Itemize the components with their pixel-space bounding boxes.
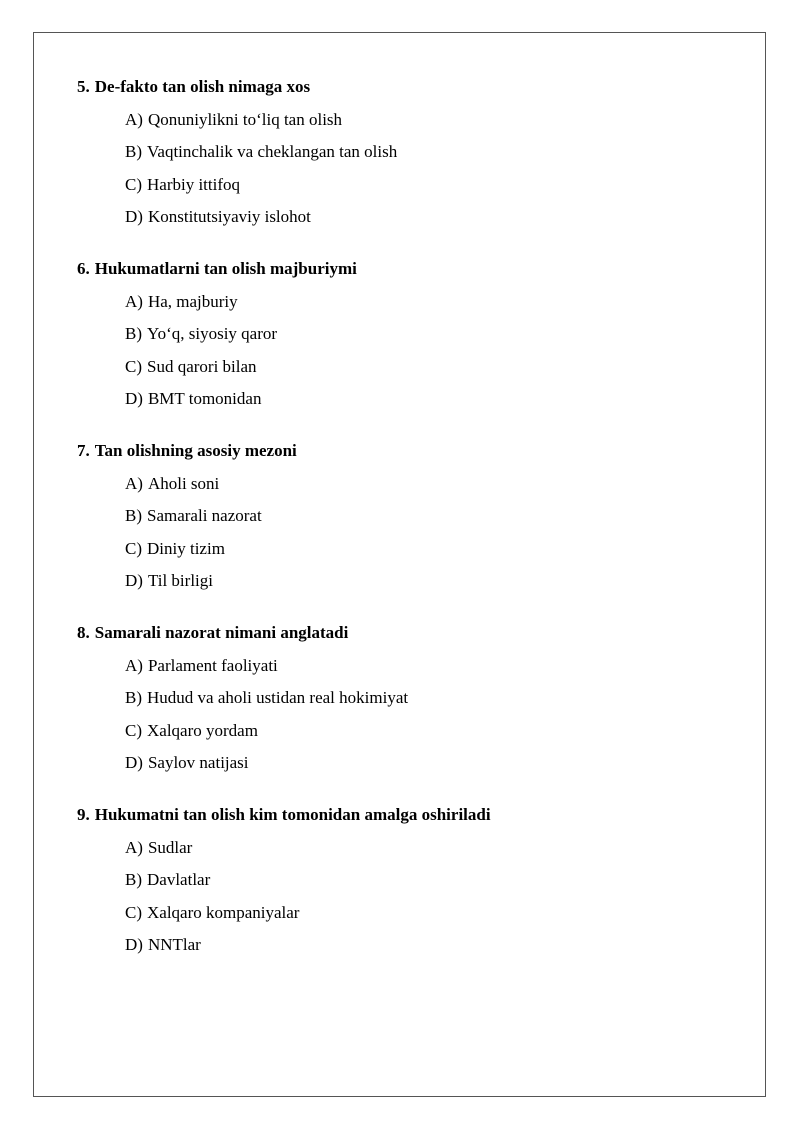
answer-option <box>125 720 737 742</box>
question-title <box>77 76 737 98</box>
option-letter: D) <box>125 389 143 408</box>
answer-option <box>125 570 737 592</box>
answer-option <box>125 109 737 131</box>
question-block <box>77 258 737 410</box>
question-number: 8. <box>77 623 90 642</box>
option-letter: B) <box>125 870 142 889</box>
option-letter: B) <box>125 142 142 161</box>
option-text: Xalqaro yordam <box>147 720 258 740</box>
question-title <box>77 622 737 644</box>
option-text: Yo‘q, siyosiy qaror <box>147 324 278 343</box>
option-text: NNTlar <box>147 935 201 954</box>
question-text: De-fakto tan olish nimaga xos <box>94 77 311 96</box>
option-letter: D) <box>125 753 143 772</box>
option-letter: B) <box>125 324 142 343</box>
option-letter: D) <box>125 935 143 954</box>
option-text: Samarali nazorat <box>147 506 262 525</box>
option-text: Davlatlar <box>147 870 211 889</box>
option-text: Qonuniylikni to‘liq tan olish <box>147 109 343 129</box>
question-text: Hukumatni tan olish kim tomonidan amalga oshiriladi <box>94 805 491 824</box>
option-letter: B) <box>125 688 142 707</box>
option-letter: B) <box>125 506 142 525</box>
option-text: BMT tomonidan <box>147 389 262 408</box>
answer-option <box>125 174 737 196</box>
answer-option <box>125 538 737 560</box>
answer-options <box>77 655 737 775</box>
question-number: 5. <box>77 77 90 96</box>
answer-option <box>125 505 737 527</box>
answer-option <box>125 291 737 313</box>
answer-option <box>125 323 737 345</box>
option-letter: C) <box>125 720 142 740</box>
question-title <box>77 258 737 280</box>
question-number: 7. <box>77 441 90 460</box>
option-text: Sud qarori bilan <box>147 356 257 376</box>
option-letter: A) <box>125 109 143 129</box>
answer-option <box>125 687 737 709</box>
question-number: 9. <box>77 805 90 824</box>
option-text: Xalqaro kompaniyalar <box>147 902 300 922</box>
question-block <box>77 76 737 228</box>
option-letter: D) <box>125 207 143 226</box>
option-letter: C) <box>125 174 142 194</box>
answer-option <box>125 388 737 410</box>
answer-option <box>125 356 737 378</box>
answer-options <box>77 837 737 957</box>
answer-option <box>125 655 737 677</box>
answer-option <box>125 934 737 956</box>
question-block <box>77 804 737 956</box>
answer-option <box>125 869 737 891</box>
option-text: Vaqtinchalik va cheklangan tan olish <box>147 142 398 161</box>
option-letter: C) <box>125 356 142 376</box>
option-text: Harbiy ittifoq <box>147 174 241 194</box>
question-block <box>77 440 737 592</box>
question-block <box>77 622 737 774</box>
question-number: 6. <box>77 259 90 278</box>
answer-option <box>125 902 737 924</box>
question-title <box>77 440 737 462</box>
option-letter: A) <box>125 837 143 857</box>
option-text: Konstitutsiyaviy islohot <box>147 207 311 226</box>
answer-options <box>77 291 737 411</box>
question-text: Samarali nazorat nimani anglatadi <box>94 623 349 642</box>
option-letter: A) <box>125 473 143 493</box>
answer-option <box>125 206 737 228</box>
question-title <box>77 804 737 826</box>
answer-option <box>125 837 737 859</box>
question-text: Tan olishning asosiy mezoni <box>94 441 297 460</box>
option-text: Aholi soni <box>147 473 220 493</box>
option-text: Ha, majburiy <box>147 291 238 311</box>
option-letter: A) <box>125 291 143 311</box>
answer-option <box>125 141 737 163</box>
answer-option <box>125 473 737 495</box>
answer-options <box>77 109 737 229</box>
option-text: Sudlar <box>147 837 193 857</box>
answer-option <box>125 752 737 774</box>
option-letter: A) <box>125 655 143 675</box>
quiz-content <box>77 76 737 986</box>
option-text: Saylov natijasi <box>147 753 249 772</box>
option-letter: C) <box>125 902 142 922</box>
option-text: Til birligi <box>147 571 213 590</box>
option-letter: C) <box>125 538 142 558</box>
option-text: Diniy tizim <box>147 538 225 558</box>
answer-options <box>77 473 737 593</box>
option-text: Hudud va aholi ustidan real hokimiyat <box>147 688 409 707</box>
option-letter: D) <box>125 571 143 590</box>
option-text: Parlament faoliyati <box>147 655 278 675</box>
question-text: Hukumatlarni tan olish majburiymi <box>94 259 357 278</box>
